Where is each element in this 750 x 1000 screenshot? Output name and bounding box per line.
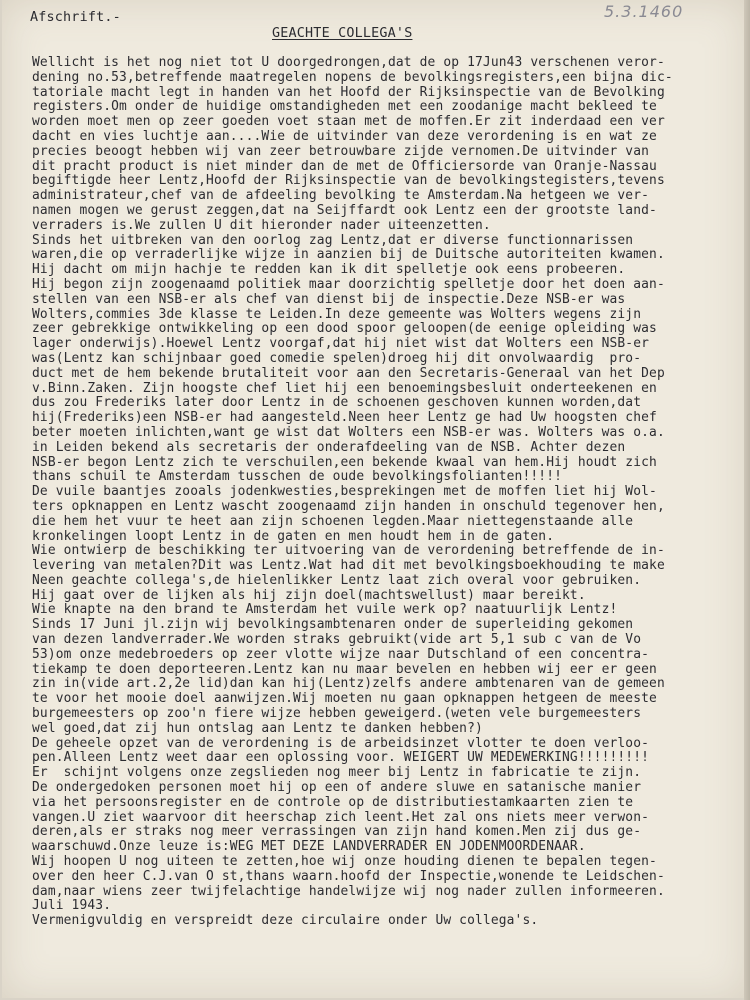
text-line: tiekamp te doen deporteeren.Lentz kan nu maar bevelen en hebben wij eer er geen <box>32 661 657 677</box>
text-line: 53)om onze medebroeders op zeer vlotte wijze naar Dutschland of een concentra- <box>32 646 650 662</box>
text-line: tatoriale macht legt in handen van het Hoofd der Rijksinspectie van de Bevolking <box>32 84 665 100</box>
text-line: waren,die op verraderlijke wijze in aanzien bij de Duitsche autoriteiten kwamen. <box>32 247 665 263</box>
text-line: in Leiden bekend als secretaris der onderafdeeling van de NSB. Achter dezen <box>32 439 626 455</box>
document-title: GEACHTE COLLEGA'S <box>272 26 413 41</box>
text-line: hij(Frederiks)een NSB-er had aangesteld.Neen heer Lentz ge had Uw hoogsten chef <box>32 410 657 426</box>
text-line: stellen van een NSB-er als chef van dienst bij de inspectie.Deze NSB-er was <box>32 291 626 307</box>
text-line: wel goed,dat zij hun ontslag aan Lentz te danken hebben?) <box>32 720 483 736</box>
text-line: ters opknappen en Lentz wascht zoogenaamd zijn handen in onschuld tegenover hen, <box>32 498 665 514</box>
text-line: waarschuwd.Onze leuze is:WEG MET DEZE LANDVERRADER EN JODENMOORDENAAR. <box>32 839 586 855</box>
text-line: duct met de hem bekende brutaliteit voor aan den Secretaris-Generaal van het Dep <box>32 365 665 381</box>
text-line: dam,naar wiens zeer twijfelachtige handelwijze wij nog nader zullen informeeren. <box>32 883 665 899</box>
text-line: levering van metalen?Dit was Lentz.Wat had dit met bevolkingsboekhouding te make <box>32 558 665 574</box>
text-line: Wolters,commies 3de klasse te Leiden.In deze gemeente was Wolters wegens zijn <box>32 306 642 322</box>
text-line: dus zou Frederiks later door Lentz in de schoenen geschoven kunnen worden,dat <box>32 395 642 411</box>
circular-body-text <box>32 56 744 929</box>
text-line: dacht en vies luchtje aan....Wie de uitvinder van deze verordening is en wat ze <box>32 128 657 144</box>
text-line: Er schijnt volgens onze zegslieden nog meer bij Lentz in fabricatie te zijn. <box>32 765 642 781</box>
text-line: lager onderwijs).Hoewel Lentz voorgaf,dat hij niet wist dat Wolters een NSB-er <box>32 336 650 352</box>
paper-edge <box>744 0 750 1000</box>
text-line: thans schuil te Amsterdam tusschen de oude bevolkingsfolianten!!!!! <box>32 469 563 485</box>
text-line: Juli 1943. <box>32 898 112 914</box>
text-line: die hem het vuur te heet aan zijn schoenen legden.Maar niettegenstaande alle <box>32 513 634 529</box>
text-line: Hij dacht om mijn hachje te redden kan ik dit spelletje ook eens probeeren. <box>32 262 626 278</box>
text-line: Hij gaat over de lijken als hij zijn doel(machtswellust) maar bereikt. <box>32 587 586 603</box>
text-line: dit pracht product is niet minder dan de met de Officiersorde van Oranje-Nassau <box>32 158 657 174</box>
typed-document-sheet <box>2 0 746 998</box>
text-line: registers.Om onder de huidige omstandigheden met een zoodanige macht bekleed te <box>32 99 657 115</box>
text-line: Wellicht is het nog niet tot U doorgedrongen,dat de op 17Jun43 verschenen veror- <box>32 55 665 70</box>
text-line: Hij begon zijn zoogenaamd politiek maar doorzichtig spelletje door het doen aan- <box>32 276 665 292</box>
text-line: Wij hoopen U nog uiteen te zetten,hoe wij onze houding dienen te bepalen tegen- <box>32 854 657 870</box>
text-line: dening no.53,betreffende maatregelen nopens de bevolkingsregisters,een bijna dic- <box>32 69 673 85</box>
text-line: zeer gebrekkige ontwikkeling op een dood spoor geloopen(de eenige opleiding was <box>32 321 657 337</box>
text-line: van dezen landverrader.We worden straks gebruikt(vide art 5,1 sub c van de Vo <box>32 632 642 648</box>
text-line: Vermenigvuldig en verspreidt deze circulaire onder Uw collega's. <box>32 913 539 929</box>
text-line: was(Lentz kan schijnbaar goed comedie spelen)droeg hij dit onvolwaardig pro- <box>32 350 642 366</box>
text-line: verraders is.We zullen U dit hieronder nader uiteenzetten. <box>32 217 491 233</box>
text-line: v.Binn.Zaken. Zijn hoogste chef liet hij een benoemingsbesluit onderteekenen en <box>32 380 657 396</box>
text-line: Sinds het uitbreken van den oorlog zag Lentz,dat er diverse functionnarissen <box>32 232 634 248</box>
text-line: over den heer C.J.van O st,thans waarn.hoofd der Inspectie,wonende te Leidschen- <box>32 868 665 884</box>
text-line: NSB-er begon Lentz zich te verschuilen,een bekende kwaal van hem.Hij houdt zich <box>32 454 657 470</box>
text-line: burgemeesters op zoo'n fiere wijze hebben geweigerd.(weten vele burgemeesters <box>32 706 642 722</box>
text-line: vangen.U ziet waarvoor dit heerschap zich leent.Het zal ons niets meer verwon- <box>32 809 650 825</box>
text-line: administrateur,chef van de afdeeling bevolking te Amsterdam.Na hetgeen we ver- <box>32 188 650 204</box>
text-line: worden moet men op zeer goeden voet staan met de moffen.Er zit inderdaad een ver <box>32 114 665 130</box>
text-line: te voor het mooie doel aanwijzen.Wij moeten nu gaan opknappen hetgeen de meeste <box>32 691 657 707</box>
copy-label: Afschrift.- <box>30 10 121 25</box>
text-line: Wie knapte na den brand te Amsterdam het vuile werk op? naatuurlijk Lentz! <box>32 602 618 618</box>
text-line: Neen geachte collega's,de hielenlikker Lentz laat zich overal voor gebruiken. <box>32 572 642 588</box>
text-line: namen mogen we gerust zeggen,dat na Seijffardt ook Lentz een der grootste land- <box>32 202 657 218</box>
text-line: Sinds 17 Juni jl.zijn wij bevolkingsambtenaren onder de superleiding gekomen <box>32 617 634 633</box>
text-line: Wie ontwierp de beschikking ter uitvoering van de verordening betreffende de in- <box>32 543 665 559</box>
text-line: begiftigde heer Lentz,Hoofd der Rijksinspectie van de bevolkingstegisters,tevens <box>32 173 665 189</box>
text-line: via het persoonsregister en de controle op de distributiestamkaarten zien te <box>32 794 634 810</box>
text-line: De ondergedoken personen moet hij op een of andere sluwe en satanische manier <box>32 780 642 796</box>
text-line: kronkelingen loopt Lentz in de gaten en men houdt hem in de gaten. <box>32 528 555 544</box>
text-line: precies beoogt hebben wij van zeer betrouwbare zijde vernomen.De uitvinder van <box>32 143 650 159</box>
text-line: deren,als er straks nog meer verrassingen van zijn hand komen.Men zij dus ge- <box>32 824 642 840</box>
text-line: pen.Alleen Lentz weet daar een oplossing voor. WEIGERT UW MEDEWERKING!!!!!!!!! <box>32 750 650 766</box>
text-line: beter moeten inlichten,want ge wist dat Wolters een NSB-er was. Wolters was o.a. <box>32 424 665 440</box>
text-line: De geheele opzet van de verordening is de arbeidsinzet vlotter te doen verloo- <box>32 735 650 751</box>
text-line: De vuile baantjes zooals jodenkwesties,besprekingen met de moffen liet hij Wol- <box>32 484 657 500</box>
archive-reference-number: 5.3.1460 <box>604 2 684 21</box>
text-line: zin in(vide art.2,2e lid)dan kan hij(Lentz)zelfs andere ambtenaren van de gemeen <box>32 676 665 692</box>
